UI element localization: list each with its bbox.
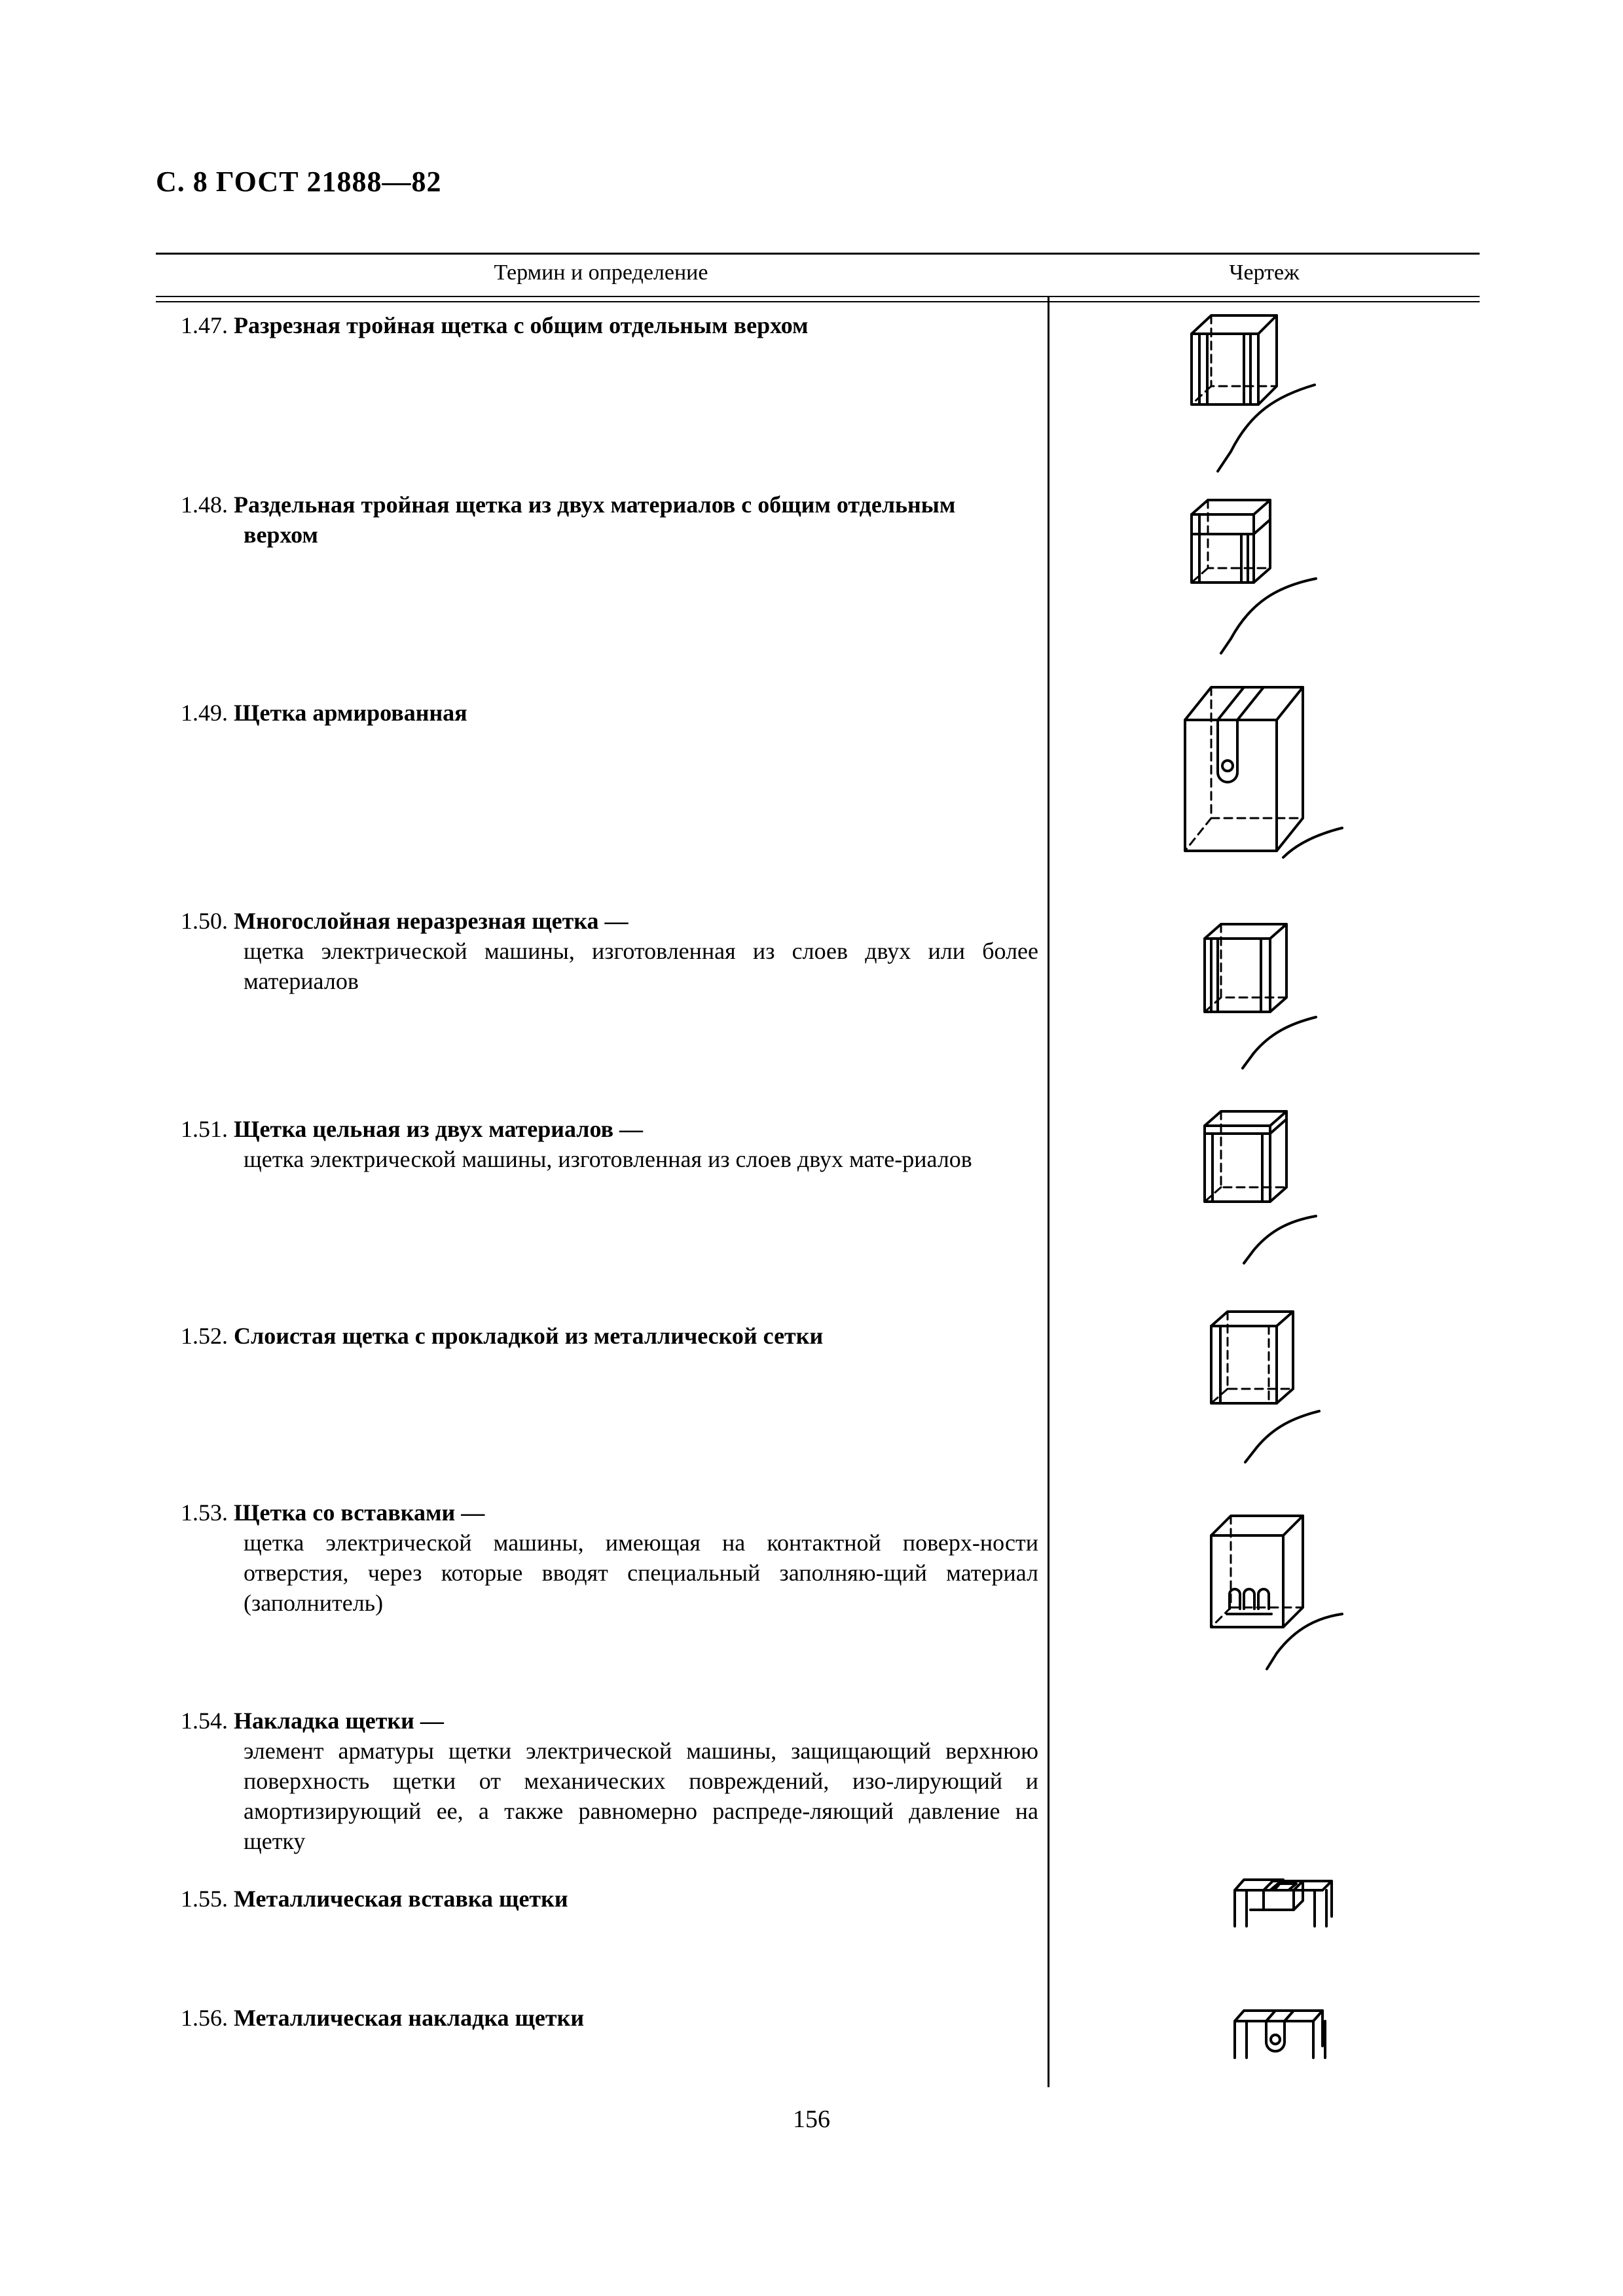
multilayer-brush-drawing	[1198, 919, 1329, 1089]
term-entry-1-52	[181, 1321, 1038, 1351]
term-title: Щетка со вставками —	[234, 1499, 485, 1526]
term-entry-1-50	[181, 906, 1038, 996]
term-title: Раздельная тройная щетка из двух материалов с общим отдельным	[234, 492, 956, 518]
term-entry-1-48	[181, 490, 1038, 550]
split-triple-brush-drawing	[1185, 308, 1322, 478]
term-number: 1.51.	[181, 1116, 228, 1142]
term-entry-1-47	[181, 310, 1038, 340]
header-double-rule-2	[156, 301, 1480, 302]
separate-triple-brush-drawing	[1185, 495, 1322, 665]
term-title: Металлическая накладка щетки	[234, 2005, 585, 2031]
two-material-brush-drawing	[1198, 1106, 1329, 1276]
page-header: С. 8 ГОСТ 21888—82	[156, 166, 442, 198]
term-definition: щетка электрической машины, изготовленная из слоев двух или более материалов	[244, 938, 1038, 994]
term-title: Многослойная неразрезная щетка —	[234, 908, 629, 934]
table-top-rule	[156, 253, 1480, 255]
armored-brush-drawing	[1178, 681, 1349, 877]
page-number: 156	[793, 2106, 830, 2133]
term-number: 1.47.	[181, 312, 228, 338]
term-title: Слоистая щетка с прокладкой из металлической сетки	[234, 1323, 824, 1349]
term-title-continuation: верхом	[244, 522, 318, 548]
term-definition: элемент арматуры щетки электрической машины, защищающий верхнюю поверхность щетки от механических повреждений, изо-лирующий и амортизирующий ее, а также равномерно распреде-ляющий давление на щетку	[244, 1738, 1038, 1854]
brush-with-inserts-drawing	[1205, 1509, 1349, 1679]
header-double-rule	[156, 296, 1480, 297]
term-definition: щетка электрической машины, имеющая на контактной поверх-ности отверстия, через которые вводят специальный заполняю-щий материал (заполнитель)	[244, 1530, 1038, 1616]
term-title: Щетка цельная из двух материалов —	[234, 1116, 644, 1142]
term-entry-1-54	[181, 1706, 1038, 1856]
column-header-drawing: Чертеж	[1229, 260, 1300, 285]
term-number: 1.48.	[181, 492, 228, 518]
term-number: 1.55.	[181, 1886, 228, 1912]
term-title: Разрезная тройная щетка с общим отдельным верхом	[234, 312, 809, 338]
term-title: Металлическая вставка щетки	[234, 1886, 568, 1912]
mesh-layered-brush-drawing	[1205, 1306, 1336, 1477]
term-number: 1.52.	[181, 1323, 228, 1349]
term-title: Накладка щетки —	[234, 1708, 444, 1734]
term-number: 1.53.	[181, 1499, 228, 1526]
term-entry-1-56	[181, 2003, 1038, 2033]
term-number: 1.50.	[181, 908, 228, 934]
metal-insert-drawing	[1231, 1871, 1349, 1949]
term-entry-1-49	[181, 698, 1038, 728]
term-number: 1.49.	[181, 700, 228, 726]
term-entry-1-53	[181, 1498, 1038, 1618]
term-number: 1.56.	[181, 2005, 228, 2031]
term-entry-1-55	[181, 1884, 1038, 1914]
column-header-term: Термин и определение	[494, 260, 708, 285]
term-number: 1.54.	[181, 1708, 228, 1734]
metal-cover-drawing	[1231, 1999, 1349, 2077]
term-definition: щетка электрической машины, изготовленная из слоев двух мате-риалов	[244, 1146, 972, 1172]
term-title: Щетка армированная	[234, 700, 467, 726]
column-divider	[1048, 297, 1049, 2087]
term-entry-1-51	[181, 1114, 1038, 1174]
